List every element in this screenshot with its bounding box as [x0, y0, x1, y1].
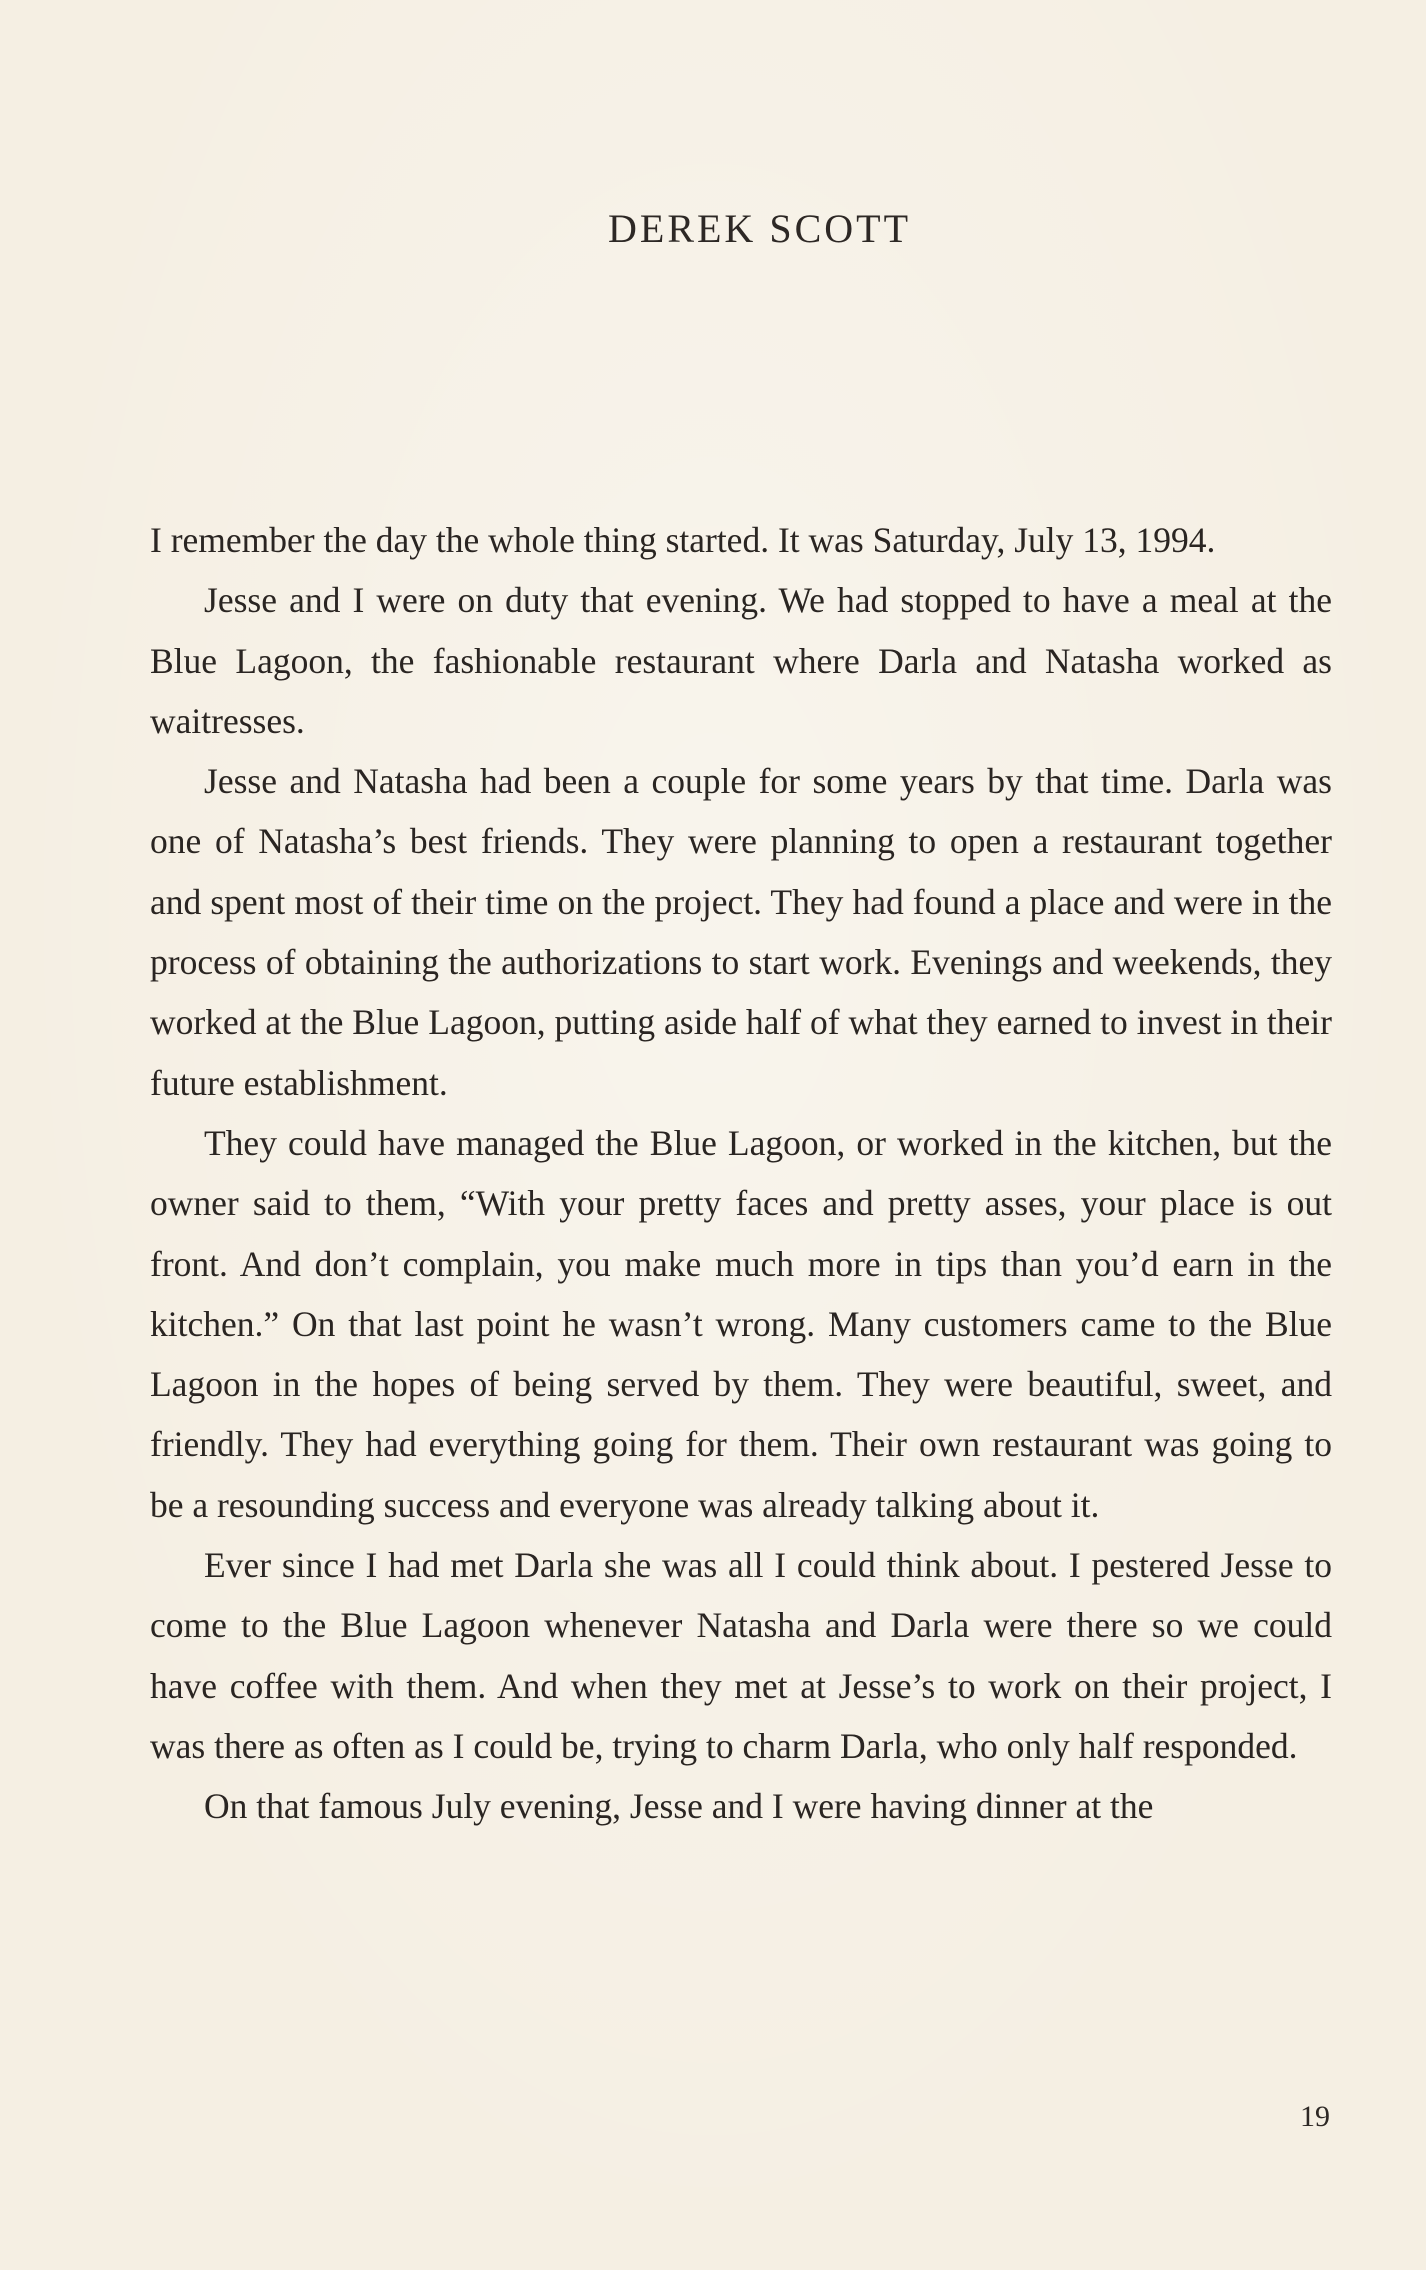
paragraph: Ever since I had met Darla she was all I could think about. I pestered Jesse to come to the Blue Lagoon whenever Natasha and Darla were there so we could have coffee with them. And when they met at Jesse’s to work on their project, I was there as often as I could be, trying to charm Darla, who only half responded. [150, 1545, 1332, 1766]
paragraph: Jesse and Natasha had been a couple for some years by that time. Darla was one of Natasha’s best friends. They were planning to open a restaurant together and spent most of their time on the project. They had found a place and were in the process of obtaining the authorizations to start work. Evenings and weekends, they worked at the Blue Lagoon, putting aside half of what they earned to invest in their future establishment. [150, 761, 1332, 1103]
body-text [150, 510, 1332, 1837]
chapter-title: DEREK SCOTT [608, 206, 911, 251]
page-number: 19 [1300, 2100, 1330, 2133]
paragraph: They could have managed the Blue Lagoon, or worked in the kitchen, but the owner said to them, “With your pretty faces and pretty asses, your place is out front. And don’t complain, you make much more in tips than you’d earn in the kitchen.” On that last point he wasn’t wrong. Many customers came to the Blue Lagoon in the hopes of being served by them. They were beautiful, sweet, and friendly. They had everything going for them. Their own restaurant was going to be a resounding success and everyone was already talking about it. [150, 1122, 1332, 1525]
paragraph: On that famous July evening, Jesse and I were having dinner at the [204, 1786, 1154, 1827]
paragraph: Jesse and I were on duty that evening. We had stopped to have a meal at the Blue Lagoon, the fashionable restaurant where Darla and Natasha worked as waitresses. [150, 580, 1332, 741]
paragraph: I remember the day the whole thing started. It was Saturday, July 13, 1994. [150, 520, 1216, 560]
